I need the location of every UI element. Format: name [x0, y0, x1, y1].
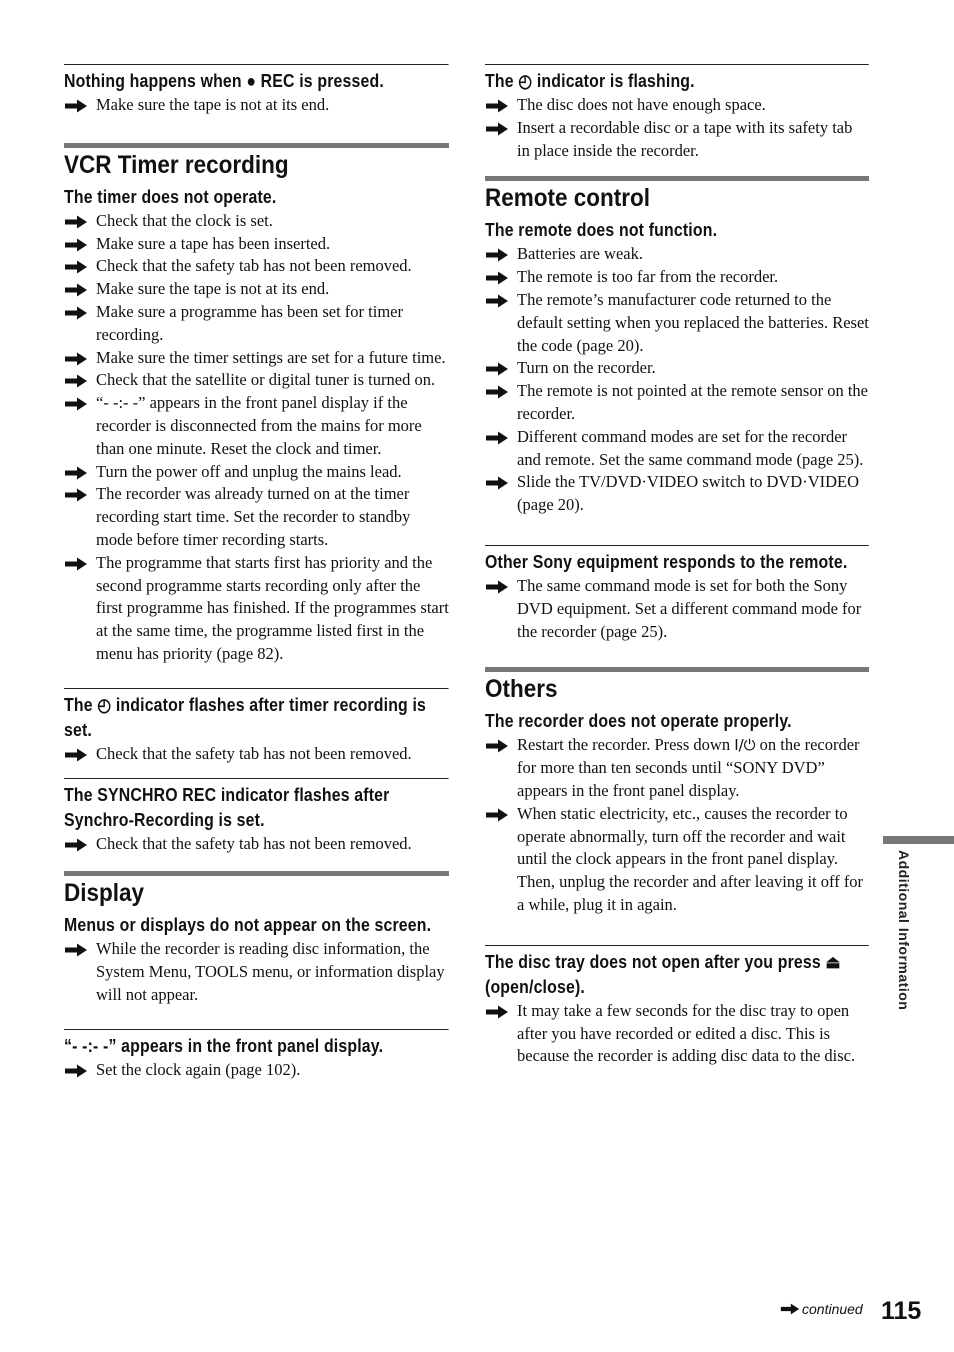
list-item-text: The disc does not have enough space.	[517, 95, 766, 114]
list-indicator-flashes	[64, 743, 449, 766]
list-item	[485, 471, 869, 517]
list-item-text: Check that the clock is set.	[96, 210, 273, 230]
list-item-text: While the recorder is reading disc information, the System Menu, TOOLS menu, or information display will not appear.	[96, 939, 445, 1004]
arrow-icon	[485, 580, 509, 594]
list-item	[64, 301, 449, 347]
list-item-text: The recorder was already turned on at the timer recording start time. Set the recorder to standby mode before timer recording starts.	[96, 484, 411, 549]
list-item-text: The remote’s manufacturer code returned to the default setting when you replaced the batteries. Reset the code (page 20).	[517, 289, 869, 355]
list-item	[64, 938, 449, 1006]
arrow-icon	[485, 122, 509, 136]
section-others	[485, 667, 869, 703]
arrow-icon	[485, 808, 509, 822]
list-item	[485, 243, 869, 266]
list-synchro	[64, 833, 449, 856]
heading-indicator-flashing: The ◴ indicator is flashing.	[485, 64, 869, 94]
list-item-text: Make sure the timer settings are set for a future time.	[96, 347, 446, 367]
section-title-vcr-timer: VCR Timer recording	[64, 150, 289, 179]
list-item-text: Make sure the tape is not at its end.	[96, 95, 330, 114]
section-display	[64, 871, 449, 907]
list-menus	[64, 938, 449, 1006]
footer-continued	[780, 1301, 863, 1318]
arrow-icon	[64, 238, 88, 252]
list-item-text: When static electricity, etc., causes the recorder to operate abnormally, turn off the recorder and wait until the clock appears in the front panel display. Then, unplug the recorder and after leaving it off for a while, plug it in again.	[517, 803, 864, 914]
list-item	[485, 803, 869, 917]
list-item	[64, 483, 449, 551]
arrow-icon	[485, 739, 509, 753]
continued-label: continued	[802, 1301, 863, 1317]
list-item	[485, 1000, 869, 1068]
list-item	[485, 289, 869, 357]
section-title-display: Display	[64, 879, 145, 908]
arrow-icon	[64, 260, 88, 274]
list-item-text: Insert a recordable disc or a tape with its safety tab in place inside the recorder.	[517, 117, 853, 160]
list-item	[64, 369, 449, 392]
list-dashes	[64, 1059, 449, 1082]
restart-text-before: Restart the recorder. Press down	[517, 735, 735, 755]
list-item-text: The programme that starts first has priority and the second programme starts recording only after the first programme has finished. If the programmes start at the same time, the programme listed first in the menu has priority (page 82).	[96, 552, 449, 663]
list-item-text: “- -:- -” appears in the front panel display if the recorder is disconnected from the mains for more than one minute. Reset the clock and timer.	[96, 393, 422, 458]
heading-indicator-flashes: The ◴ indicator flashes after timer recording is set.	[64, 688, 449, 743]
arrow-icon	[64, 1064, 88, 1078]
left-column	[64, 64, 449, 1082]
arrow-icon	[64, 397, 88, 411]
section-title-others: Others	[485, 675, 558, 704]
arrow-icon	[64, 943, 88, 957]
list-item	[485, 357, 869, 380]
heading-remote-not-function: The remote does not function.	[485, 220, 718, 241]
list-item-text: The same command mode is set for both the Sony DVD equipment. Set a different command mode for the recorder (page 25).	[517, 575, 862, 641]
heading-synchro: The SYNCHRO REC indicator flashes after Synchro-Recording is set.	[64, 778, 449, 833]
arrow-icon	[485, 362, 509, 376]
side-tab-label: Additional Information	[896, 850, 912, 1011]
list-item-text: Turn the power off and unplug the mains lead.	[96, 461, 402, 481]
list-item-text: Check that the safety tab has not been removed.	[96, 256, 412, 276]
arrow-icon	[64, 466, 88, 480]
list-item	[485, 575, 869, 643]
list-item	[485, 734, 869, 802]
arrow-icon	[64, 488, 88, 502]
list-item	[64, 461, 449, 484]
arrow-icon	[64, 215, 88, 229]
heading-not-properly: The recorder does not operate properly.	[485, 711, 792, 732]
arrow-icon	[64, 374, 88, 388]
arrow-icon	[64, 352, 88, 366]
list-item-text: Batteries are weak.	[517, 244, 643, 264]
heading-disc-tray: The disc tray does not open after you press ⏏ (open/close).	[485, 945, 869, 1000]
list-item-text: The remote is too far from the recorder.	[517, 267, 779, 287]
list-remote-not-function	[485, 243, 869, 517]
list-timer-not-operate	[64, 210, 449, 666]
arrow-icon	[485, 385, 509, 399]
arrow-icon	[485, 1005, 509, 1019]
list-item-text: Slide the TV/DVD·VIDEO switch to DVD·VIDEO (page 20).	[517, 472, 860, 515]
restart-text-after: on the recorder for more than ten seconds until “SONY DVD” appears in the front panel display.	[517, 735, 860, 800]
list-item	[64, 210, 449, 233]
list-item-text: Make sure the tape is not at its end.	[96, 279, 330, 299]
list-item	[485, 380, 869, 426]
continued-arrow-icon	[780, 1302, 800, 1318]
heading-menus: Menus or displays do not appear on the screen.	[64, 915, 432, 936]
arrow-icon	[64, 838, 88, 852]
arrow-icon	[485, 431, 509, 445]
list-not-properly-more	[485, 803, 869, 917]
list-item-text: Check that the safety tab has not been removed.	[96, 743, 412, 763]
list-item	[64, 743, 449, 766]
section-title-remote-control: Remote control	[485, 184, 651, 213]
list-item-text: Check that the satellite or digital tuner is turned on.	[96, 370, 436, 390]
heading-timer-not-operate: The timer does not operate.	[64, 186, 277, 207]
list-item-text: Set the clock again (page 102).	[96, 1059, 301, 1079]
list-item	[64, 278, 449, 301]
list-item	[485, 266, 869, 289]
arrow-icon	[485, 248, 509, 262]
list-item	[64, 233, 449, 256]
heading-nothing-rec: Nothing happens when ● REC is pressed.	[64, 64, 449, 94]
list-item-text: The remote is not pointed at the remote sensor on the recorder.	[517, 381, 868, 423]
list-indicator-flashing	[485, 94, 869, 162]
list-item-text: Turn on the recorder.	[517, 358, 656, 378]
section-vcr-timer	[64, 143, 449, 179]
list-item	[64, 552, 449, 666]
list-item-text: Different command modes are set for the recorder and remote. Set the same command mode (page 25).	[517, 426, 864, 469]
side-tab-bar	[883, 836, 954, 844]
arrow-icon	[64, 306, 88, 320]
section-remote-control	[485, 176, 869, 212]
list-item	[64, 347, 449, 370]
list-not-properly	[485, 734, 869, 802]
list-item	[64, 392, 449, 460]
list-disc-tray	[485, 1000, 869, 1068]
list-nothing-rec	[64, 94, 449, 117]
arrow-icon	[64, 748, 88, 762]
list-other-sony	[485, 575, 869, 643]
list-item-text: It may take a few seconds for the disc tray to open after you have recorded or edited a disc. This is because the recorder is adding disc data to the disc.	[517, 1000, 856, 1066]
arrow-icon	[64, 283, 88, 297]
list-item-text: Make sure a programme has been set for timer recording.	[96, 301, 403, 344]
list-item-text: Check that the safety tab has not been removed.	[96, 833, 412, 853]
power-icon: I/⏻	[734, 736, 756, 755]
page-number: 115	[881, 1297, 922, 1325]
heading-dashes: “- -:- -” appears in the front panel display.	[64, 1029, 449, 1059]
list-item	[64, 833, 449, 856]
list-item	[64, 94, 449, 117]
list-item	[64, 1059, 449, 1082]
arrow-icon	[485, 476, 509, 490]
list-item	[485, 426, 869, 472]
arrow-icon	[485, 99, 509, 113]
arrow-icon	[485, 294, 509, 308]
list-item	[485, 117, 869, 163]
list-item	[64, 255, 449, 278]
arrow-icon	[485, 271, 509, 285]
arrow-icon	[64, 557, 88, 571]
list-item	[485, 94, 869, 117]
arrow-icon	[64, 99, 88, 113]
heading-other-sony: Other Sony equipment responds to the remote.	[485, 545, 869, 575]
right-column	[485, 64, 869, 1068]
list-item-text: Make sure a tape has been inserted.	[96, 233, 331, 253]
